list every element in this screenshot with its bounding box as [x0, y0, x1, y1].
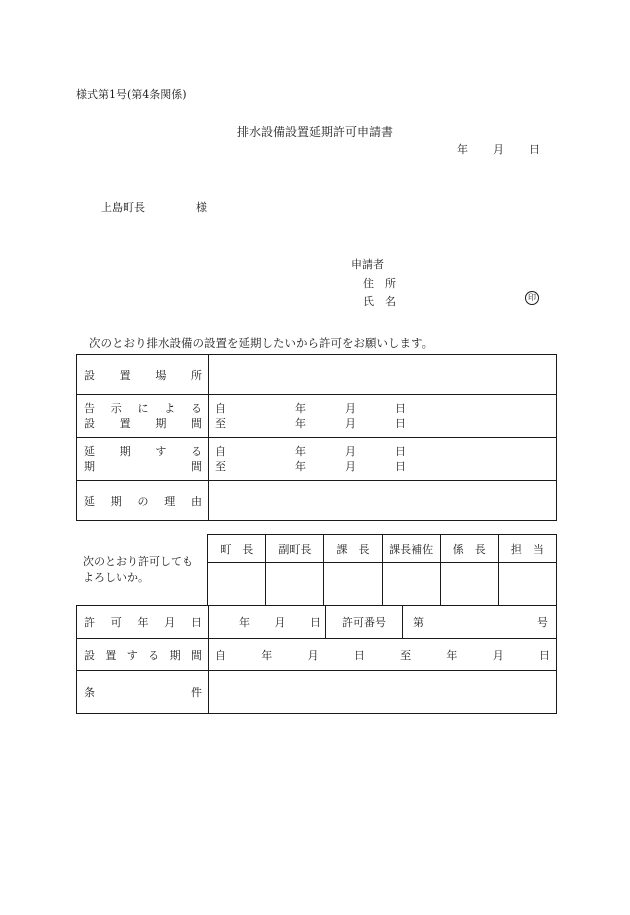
applicant-label: 申請者 — [351, 258, 384, 271]
stamp-box-subsection-chief[interactable] — [440, 563, 498, 606]
permit-number-label: 許可番号 — [326, 606, 403, 639]
extension-period-label: 延 期 す る 期 間 — [77, 438, 209, 481]
reason-label: 延 期 の 理 由 — [77, 481, 209, 521]
notice-period-label: 告 示 に よ る 設 置 期 間 — [77, 395, 209, 438]
role-staff: 担 当 — [498, 535, 556, 563]
permit-date-value[interactable]: 年 月 日 — [209, 606, 326, 639]
approval-question: 次のとおり許可しても よろしいか。 — [83, 555, 193, 584]
extension-period-value[interactable]: 自 年 月 日 至 年 月 日 — [209, 438, 557, 481]
notice-period-value[interactable]: 自 年 月 日 至 年 月 日 — [209, 395, 557, 438]
install-period-value[interactable]: 自 年 月 日 至 年 月 日 — [209, 639, 557, 671]
date-day-label: 日 — [529, 143, 540, 156]
stamp-box-assistant-chief[interactable] — [382, 563, 440, 606]
conditions-label: 条 件 — [77, 671, 209, 714]
applicant-name-label: 氏 名 — [363, 295, 396, 308]
seal-mark: 印 — [525, 291, 539, 305]
role-deputy-mayor: 副町長 — [266, 535, 324, 563]
intro-text: 次のとおり排水設備の設置を延期したいから許可をお願いします。 — [89, 336, 434, 350]
permit-number-value[interactable]: 第 号 — [403, 606, 557, 639]
permit-table — [76, 605, 557, 714]
location-value[interactable] — [209, 355, 557, 395]
conditions-value[interactable] — [209, 671, 557, 714]
stamp-box-section-chief[interactable] — [324, 563, 382, 606]
addressee: 上島町長 — [101, 201, 145, 214]
approval-table — [76, 534, 557, 606]
date-year-label: 年 — [457, 143, 468, 156]
date-month-label: 月 — [493, 143, 504, 156]
stamp-box-mayor[interactable] — [208, 563, 266, 606]
page-title: 排水設備設置延期許可申請書 — [236, 125, 393, 139]
role-subsection-chief: 係 長 — [440, 535, 498, 563]
application-table — [76, 354, 557, 521]
install-period-label: 設 置 す る 期 間 — [77, 639, 209, 671]
addressee-suffix: 様 — [196, 201, 207, 214]
stamp-box-staff[interactable] — [498, 563, 556, 606]
location-label: 設 置 場 所 — [77, 355, 209, 395]
reason-value[interactable] — [209, 481, 557, 521]
applicant-address-label: 住 所 — [363, 277, 396, 290]
role-section-chief: 課 長 — [324, 535, 382, 563]
form-number: 様式第1号(第4条関係) — [76, 88, 187, 101]
role-assistant-chief: 課長補佐 — [382, 535, 440, 563]
permit-date-label: 許 可 年 月 日 — [77, 606, 209, 639]
role-mayor: 町 長 — [208, 535, 266, 563]
stamp-box-deputy-mayor[interactable] — [266, 563, 324, 606]
